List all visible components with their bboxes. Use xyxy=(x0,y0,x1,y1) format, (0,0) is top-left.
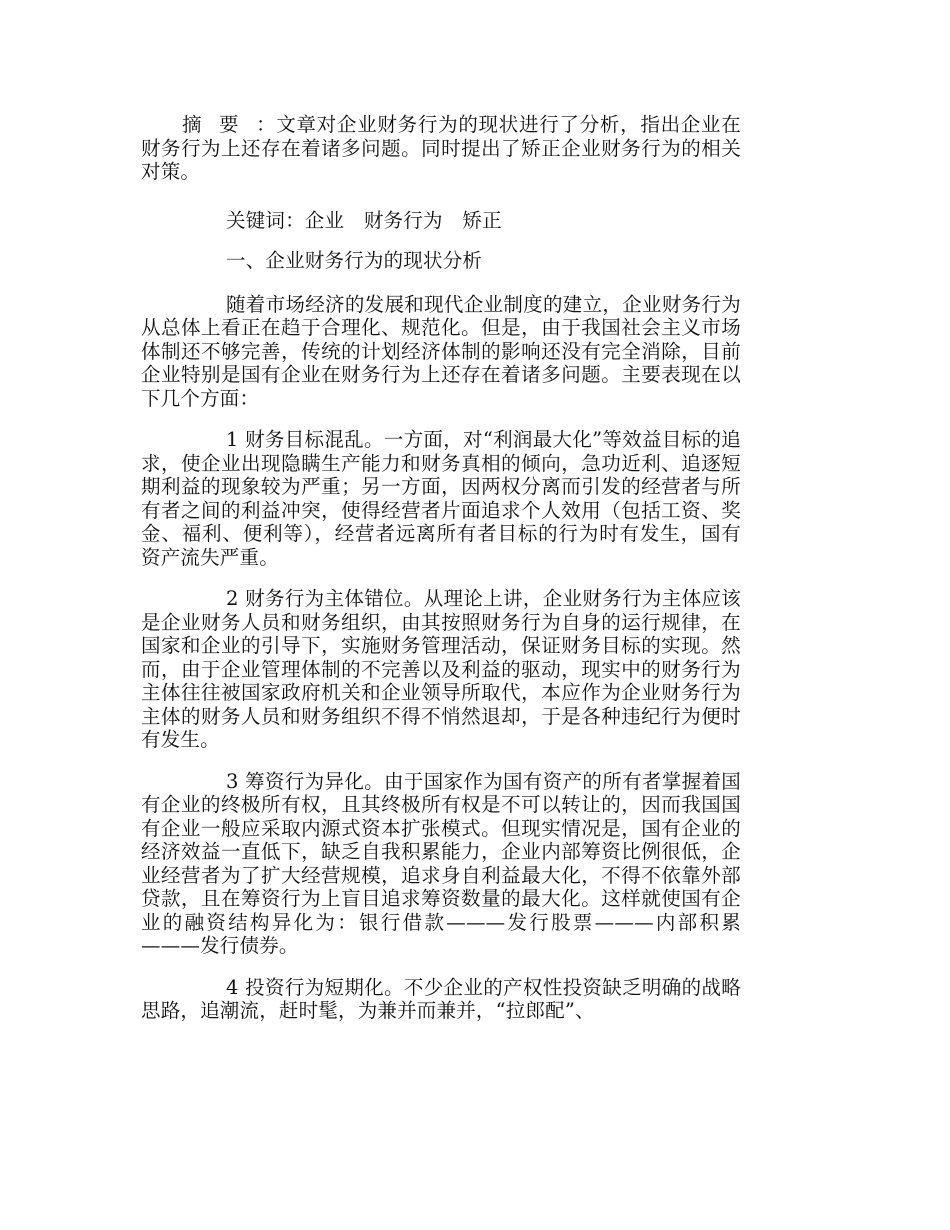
abstract-label: 摘要 xyxy=(182,113,257,136)
abstract-paragraph xyxy=(141,113,741,184)
document-page xyxy=(141,113,741,1023)
point-2-paragraph: 2 财务行为主体错位。从理论上讲，企业财务行为主体应该是企业财务人员和财务组织，由其按照财务行为自身的运行规律，在国家和企业的引导下，实施财务管理活动，保证财务目标的实现。然而，由于企业管理体制的不完善以及利益的驱动，现实中的财务行为主体往往被国家政府机关和企业领导所取代，本应作为企业财务行为主体的财务人员和财务组织不得不悄然退却，于是各种违纪行为便时有发生。 xyxy=(141,587,741,751)
point-4-paragraph: 4 投资行为短期化。不少企业的产权性投资缺乏明确的战略思路，追潮流，赶时髦，为兼并而兼并，“拉郎配”、 xyxy=(141,975,741,1022)
intro-paragraph: 随着市场经济的发展和现代企业制度的建立，企业财务行为从总体上看正在趋于合理化、规范化。但是，由于我国社会主义市场体制还不够完善，传统的计划经济体制的影响还没有完全消除，目前企业特别是国有企业在财务行为上还存在着诸多问题。主要表现在以下几个方面： xyxy=(141,292,741,410)
section-heading: 一、企业财务行为的现状分析 xyxy=(226,249,483,272)
point-1-paragraph: 1 财务目标混乱。一方面，对“利润最大化”等效益目标的追求，使企业出现隐瞒生产能力和财务真相的倾向，急功近利、追逐短期利益的现象较为严重；另一方面，因两权分离而引发的经营者与所有者之间的利益冲突，使得经营者片面追求个人效用（包括工资、奖金、福利、便利等），经营者远离所有者目标的行为时有发生，国有资产流失严重。 xyxy=(141,428,741,569)
keywords-line: 关键词：企业 财务行为 矫正 xyxy=(226,208,502,232)
point-3-paragraph: 3 筹资行为异化。由于国家作为国有资产的所有者掌握着国有企业的终极所有权，且其终极所有权是不可以转让的，因而我国国有企业一般应采取内源式资本扩张模式。但现实情况是，国有企业的经济效益一直低下，缺乏自我积累能力，企业内部筹资比例很低，企业经营者为了扩大经营规模，追求身自利益最大化，不得不依靠外部贷款，且在筹资行为上盲目追求筹资数量的最大化。这样就使国有企业的融资结构异化为：银行借款———发行股票———内部积累———发行债券。 xyxy=(141,769,741,957)
abstract-text: ：文章对企业财务行为的现状进行了分析，指出企业在财务行为上还存在着诸多问题。同时提出了矫正企业财务行为的相关对策。 xyxy=(141,113,741,183)
